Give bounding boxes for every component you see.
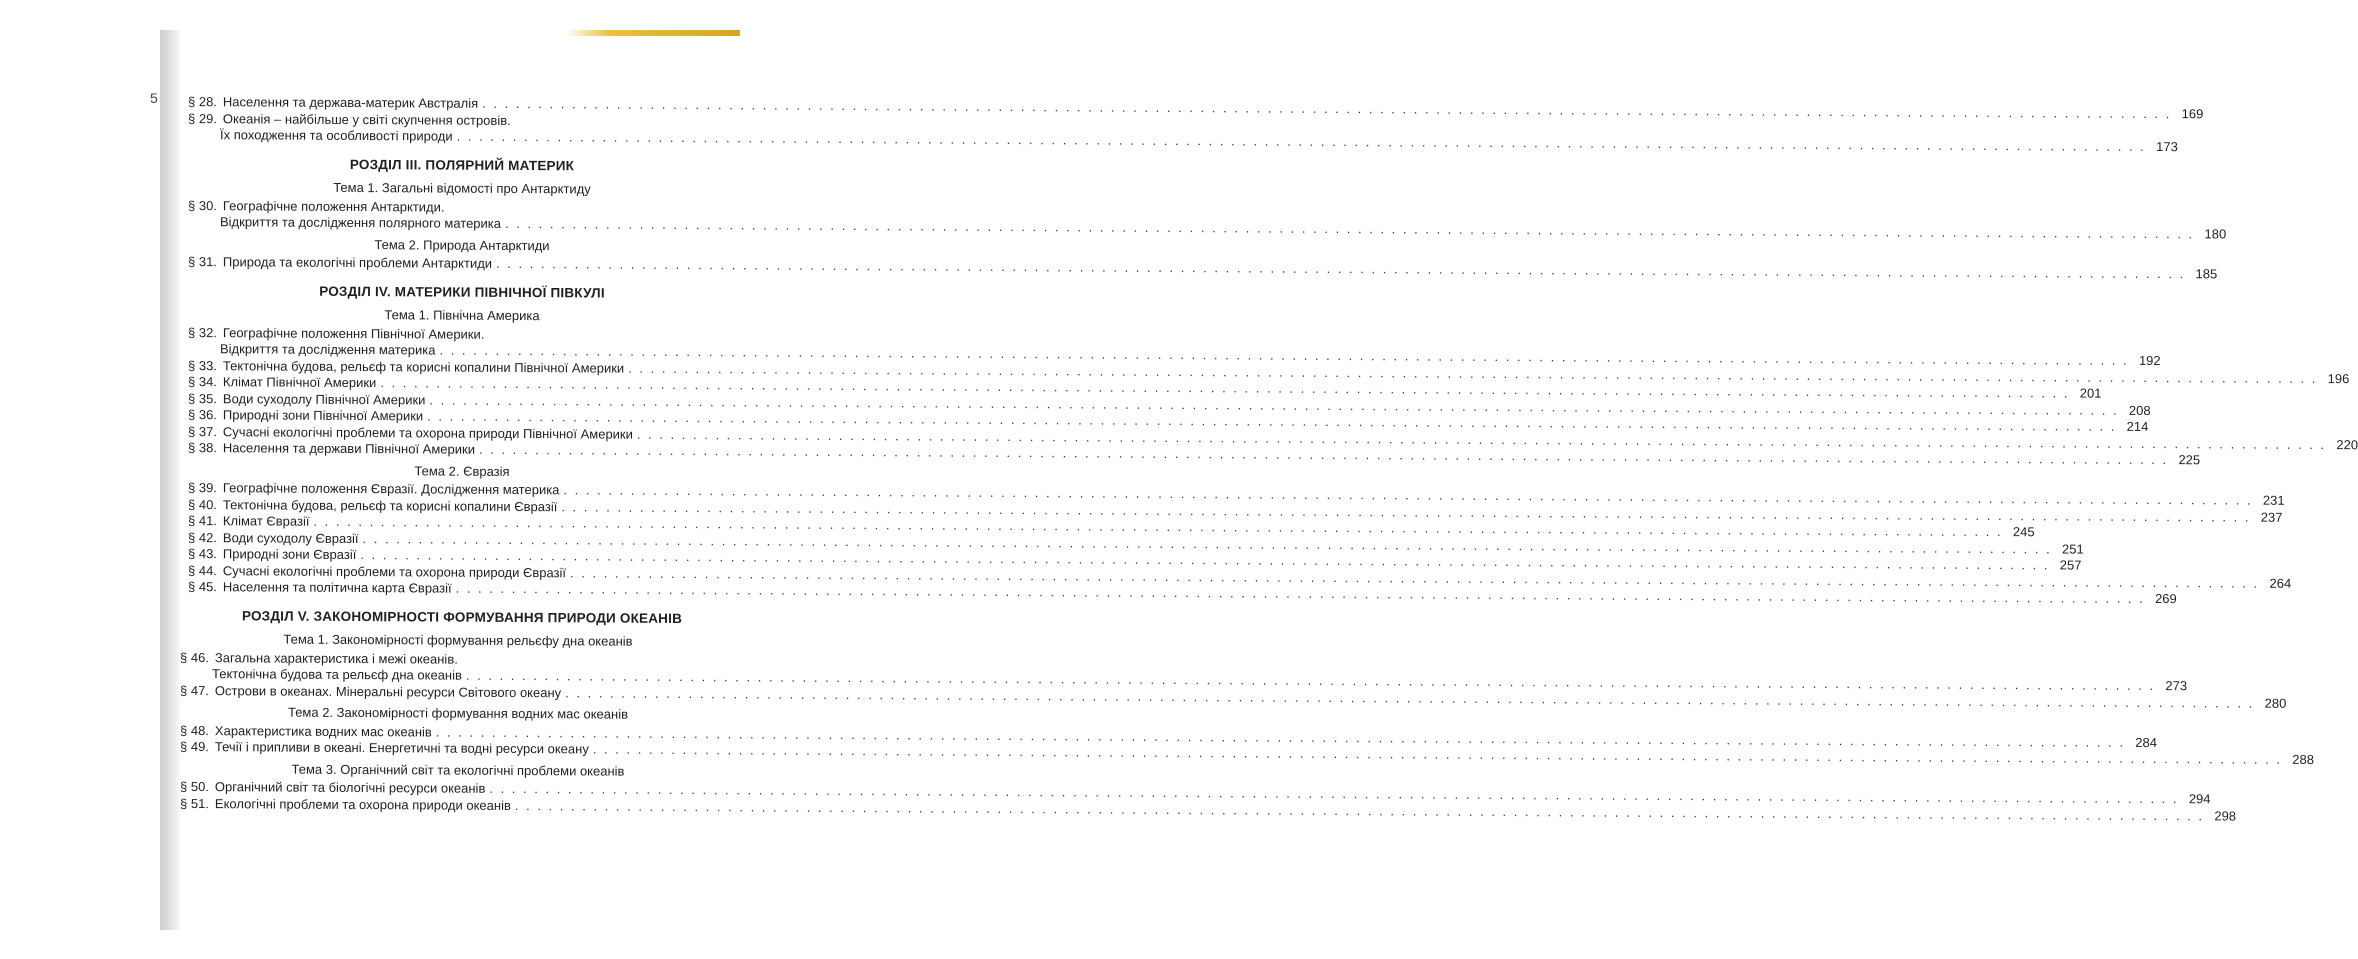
- entry-title: Природа та екологічні проблеми Антарктиди: [222, 254, 493, 271]
- entry-number: § 30.: [188, 197, 217, 213]
- entry-number: § 41.: [188, 513, 217, 529]
- entry-number: § 28.: [188, 94, 217, 110]
- entry-page: 192: [2138, 352, 2161, 369]
- entry-number: § 49.: [180, 738, 209, 755]
- section-heading: РОЗДІЛ IV. МАТЕРИКИ ПІВНІЧНОЇ ПІВКУЛІ: [319, 283, 605, 301]
- entry-title: Сучасні екологічні проблеми та охорона природи Євразії: [222, 562, 567, 580]
- toc-entry: [188, 110, 2178, 155]
- entry-title: Тектонічна будова, рельєф та корисні копалини Північної Америки: [222, 357, 625, 376]
- entry-number: § 35.: [188, 390, 217, 406]
- entry-number: § 32.: [188, 324, 217, 340]
- entry-number: § 51.: [180, 795, 209, 811]
- entry-title: Течії і припливи в океані. Енергетичні та водні ресурси океану: [214, 739, 589, 757]
- entry-title: Клімат Євразії: [222, 513, 310, 529]
- entry-number: § 29.: [188, 110, 217, 126]
- entry-page: 298: [2214, 807, 2237, 824]
- dot-leader: [496, 256, 2185, 283]
- theme-heading: Тема 2. Євразія: [414, 462, 510, 479]
- dot-leader: [457, 129, 2146, 156]
- table-of-contents: [180, 94, 2358, 824]
- entry-page: 201: [2079, 385, 2102, 401]
- entry-title: Води суходолу Північної Америки: [222, 390, 426, 407]
- entry-page: 257: [2059, 557, 2082, 573]
- entry-page: 264: [2269, 575, 2292, 591]
- entry-number: § 43.: [188, 546, 217, 562]
- entry-page: 245: [2012, 524, 2035, 540]
- entry-title: Води суходолу Євразії: [222, 529, 359, 546]
- entry-title: Острови в океанах. Мінеральні ресурси Світового океану: [214, 682, 562, 700]
- entry-title: Природні зони Євразії: [222, 546, 357, 563]
- entry-number: § 44.: [188, 562, 217, 578]
- entry-title-continued: Їх походження та особливості природи: [220, 127, 453, 144]
- page-gutter-shadow: [160, 30, 182, 930]
- entry-number: § 45.: [188, 579, 217, 595]
- entry-title-continued: Тектонічна будова та рельєф дна океанів: [212, 666, 462, 683]
- entry-page: 251: [2062, 540, 2084, 557]
- entry-number: § 31.: [188, 254, 217, 270]
- margin-page-mark: 5: [150, 90, 158, 106]
- entry-title: Сучасні екологічні проблеми та охорона природи Північної Америки: [222, 423, 633, 442]
- entry-number: § 46.: [180, 649, 209, 665]
- entry-title: Органічний світ та біологічні ресурси океанів: [214, 779, 486, 796]
- entry-page: 208: [2128, 402, 2151, 418]
- entry-page: 288: [2292, 751, 2314, 767]
- theme-heading: Тема 3. Органічний світ та екологічні проблеми океанів: [291, 761, 625, 779]
- entry-title-continued: Відкриття та дослідження материка: [220, 341, 436, 358]
- entry-page: 169: [2181, 106, 2204, 122]
- section-heading: РОЗДІЛ III. ПОЛЯРНИЙ МАТЕРИК: [349, 156, 575, 173]
- entry-number: § 38.: [188, 440, 217, 456]
- entry-number: § 37.: [188, 423, 217, 439]
- entry-number: § 39.: [188, 480, 217, 496]
- entry-title: Природні зони Північної Америки: [222, 407, 424, 424]
- theme-heading: Тема 1. Північна Америка: [384, 307, 540, 324]
- entry-page: 173: [2156, 139, 2178, 155]
- entry-page: 225: [2178, 452, 2201, 468]
- entry-title: Населення та держава-материк Австралія: [222, 94, 479, 111]
- entry-title: Географічне положення Євразії. Дослідження материка: [222, 480, 560, 498]
- entry-number: § 47.: [180, 682, 209, 698]
- entry-page: 284: [2135, 734, 2157, 750]
- dot-leader: [505, 216, 2194, 243]
- entry-title: Тектонічна будова, рельєф та корисні копалини Євразії: [222, 496, 558, 514]
- toc-entry: [188, 440, 2201, 468]
- entry-number: § 42.: [188, 529, 217, 545]
- entry-page: 220: [2336, 436, 2358, 452]
- entry-number: § 40.: [188, 496, 217, 512]
- entry-title: Екологічні проблеми та охорона природи океанів: [214, 795, 511, 813]
- entry-number: § 36.: [188, 407, 217, 423]
- entry-page: 237: [2260, 509, 2283, 525]
- entry-title: Географічне положення Північної Америки.: [222, 324, 485, 342]
- toc-entry: [188, 254, 2218, 282]
- section-heading: РОЗДІЛ V. ЗАКОНОМІРНОСТІ ФОРМУВАННЯ ПРИРОДИ ОКЕАНІВ: [241, 607, 683, 626]
- entry-number: § 50.: [180, 778, 209, 795]
- entry-number: § 34.: [188, 374, 217, 390]
- accent-bar: [566, 30, 740, 36]
- entry-page: 180: [2204, 226, 2227, 242]
- toc-entry: [188, 197, 2227, 242]
- entry-page: 269: [2155, 591, 2177, 607]
- theme-heading: Тема 1. Загальні відомості про Антарктиду: [333, 179, 591, 197]
- entry-title: Океанія – найбільше у світі скупчення островів.: [222, 110, 511, 128]
- entry-page: 196: [2327, 370, 2350, 386]
- entry-page: 185: [2195, 266, 2218, 282]
- entry-number: § 33.: [188, 357, 217, 373]
- theme-heading: Тема 1. Закономірності формування рельєфу дна океанів: [283, 631, 633, 649]
- entry-page: 280: [2264, 695, 2287, 711]
- entry-title: Населення та держави Північної Америки: [222, 440, 475, 457]
- toc-entry: [188, 579, 2177, 607]
- entry-title-continued: Відкриття та дослідження полярного материка: [220, 214, 502, 231]
- entry-page: 294: [2188, 791, 2211, 807]
- entry-number: § 48.: [180, 722, 209, 738]
- entry-page: 273: [2165, 678, 2188, 694]
- theme-heading: Тема 2. Закономірності формування водних мас океанів: [287, 704, 628, 722]
- entry-title: Населення та політична карта Євразії: [222, 579, 452, 596]
- theme-heading: Тема 2. Природа Антарктиди: [374, 236, 550, 253]
- entry-title: Клімат Північної Америки: [222, 374, 377, 391]
- entry-page: 214: [2126, 418, 2149, 434]
- entry-title: Загальна характеристика і межі океанів.: [214, 649, 458, 667]
- entry-title: Характеристика водних мас океанів: [214, 722, 432, 739]
- entry-title: Географічне положення Антарктиди.: [222, 197, 445, 215]
- entry-page: 231: [2262, 492, 2285, 508]
